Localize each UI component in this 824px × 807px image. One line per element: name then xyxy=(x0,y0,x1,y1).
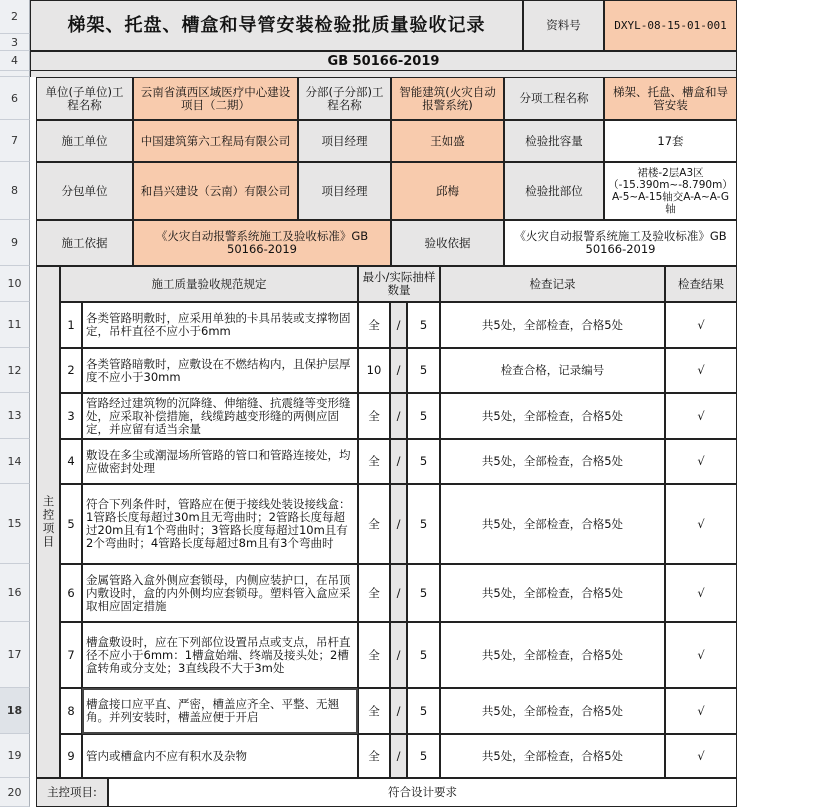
result-header[interactable]: 检查结果 xyxy=(665,266,737,302)
contractor-label[interactable]: 施工单位 xyxy=(36,120,133,162)
basis-label[interactable]: 施工依据 xyxy=(36,220,133,266)
item-actual-sample[interactable]: 5 xyxy=(407,564,440,622)
item-number[interactable]: 5 xyxy=(60,484,82,564)
item-actual-sample[interactable]: 5 xyxy=(407,484,440,564)
item-text[interactable]: 符合下列条件时，管路应在便于接线处装设接线盒：1管路长度每超过30m且无弯曲时；2管路长度每超过20m且有1个弯曲时；3管路长度每超过10m且有2个弯曲时；4管路长度每超过8m且有3个弯曲时 xyxy=(82,484,358,564)
item-record[interactable]: 共5处，全部检查，合格5处 xyxy=(440,688,665,734)
row-header-8[interactable]: 8 xyxy=(0,162,30,220)
row-header-9[interactable]: 9 xyxy=(0,220,30,266)
item-result[interactable]: √ xyxy=(665,622,737,688)
item-actual-sample[interactable]: 5 xyxy=(407,734,440,778)
item-min-sample[interactable]: 全 xyxy=(358,688,390,734)
location-label[interactable]: 检验批部位 xyxy=(504,162,604,220)
footer-value[interactable]: 符合设计要求 xyxy=(108,778,737,807)
item-result[interactable]: √ xyxy=(665,439,737,484)
item-text[interactable]: 各类管路明敷时，应采用单独的卡具吊装或支撑物固定，吊杆直径不应小于6mm xyxy=(82,302,358,348)
row-header-20[interactable]: 20 xyxy=(0,778,30,807)
item-record[interactable]: 共5处，全部检查，合格5处 xyxy=(440,439,665,484)
row-header-6[interactable]: 6 xyxy=(0,77,30,120)
item-record[interactable]: 共5处，全部检查，合格5处 xyxy=(440,734,665,778)
item-number[interactable]: 4 xyxy=(60,439,82,484)
doc-number-label[interactable]: 资料号 xyxy=(523,0,604,51)
item-slash[interactable]: / xyxy=(390,302,407,348)
division-label[interactable]: 分部(子分部)工程名称 xyxy=(298,77,391,120)
pm-value[interactable]: 王如盛 xyxy=(391,120,504,162)
item-min-sample[interactable]: 全 xyxy=(358,622,390,688)
item-actual-sample[interactable]: 5 xyxy=(407,302,440,348)
item-slash[interactable]: / xyxy=(390,622,407,688)
row-header-2[interactable]: 2 xyxy=(0,0,30,34)
item-actual-sample[interactable]: 5 xyxy=(407,622,440,688)
basis-value[interactable]: 《火灾自动报警系统施工及验收标准》GB 50166-2019 xyxy=(133,220,391,266)
item-text[interactable]: 管内或槽盒内不应有积水及杂物 xyxy=(82,734,358,778)
item-slash[interactable]: / xyxy=(390,484,407,564)
capacity-label[interactable]: 检验批容量 xyxy=(504,120,604,162)
item-min-sample[interactable]: 全 xyxy=(358,564,390,622)
location-value[interactable]: 裙楼-2层A3区（-15.390m~-8.790m）A-5~A-15轴交A-A~A-G轴 xyxy=(604,162,737,220)
row-header-11[interactable]: 11 xyxy=(0,302,30,348)
doc-number-value[interactable]: DXYL-08-15-01-001 xyxy=(604,0,737,51)
subcontractor-label[interactable]: 分包单位 xyxy=(36,162,133,220)
item-record[interactable]: 共5处，全部检查，合格5处 xyxy=(440,302,665,348)
item-slash[interactable]: / xyxy=(390,439,407,484)
row-header-10[interactable]: 10 xyxy=(0,266,30,302)
item-number[interactable]: 3 xyxy=(60,393,82,439)
item-record[interactable]: 共5处，全部检查，合格5处 xyxy=(440,622,665,688)
item-text[interactable]: 管路经过建筑物的沉降缝、伸缩缝、抗震缝等变形缝处，应采取补偿措施，线缆跨越变形缝的两侧应固定，并应留有适当余量 xyxy=(82,393,358,439)
item-record[interactable]: 共5处，全部检查，合格5处 xyxy=(440,564,665,622)
item-min-sample[interactable]: 全 xyxy=(358,439,390,484)
item-result[interactable]: √ xyxy=(665,734,737,778)
item-min-sample[interactable]: 10 xyxy=(358,348,390,393)
item-record[interactable]: 共5处，全部检查，合格5处 xyxy=(440,484,665,564)
row-header-4[interactable]: 4 xyxy=(0,51,30,71)
footer-label[interactable]: 主控项目: xyxy=(36,778,108,807)
item-slash[interactable]: / xyxy=(390,734,407,778)
item-number[interactable]: 2 xyxy=(60,348,82,393)
accept-label[interactable]: 验收依据 xyxy=(391,220,504,266)
unit-value[interactable]: 云南省滇西区域医疗中心建设项目（二期） xyxy=(133,77,298,120)
item-result[interactable]: √ xyxy=(665,484,737,564)
row-header-17[interactable]: 17 xyxy=(0,622,30,688)
subitem-value[interactable]: 梯架、托盘、槽盒和导管安装 xyxy=(604,77,737,120)
item-actual-sample[interactable]: 5 xyxy=(407,439,440,484)
row-header-7[interactable]: 7 xyxy=(0,120,30,162)
subcontractor-value[interactable]: 和昌兴建设（云南）有限公司 xyxy=(133,162,298,220)
item-slash[interactable]: / xyxy=(390,348,407,393)
item-min-sample[interactable]: 全 xyxy=(358,484,390,564)
item-result[interactable]: √ xyxy=(665,302,737,348)
item-text[interactable]: 金属管路入盒外侧应套锁母，内侧应装护口，在吊顶内敷设时，盒的内外侧均应套锁母。塑料管入盒应采取相应固定措施 xyxy=(82,564,358,622)
item-number[interactable]: 8 xyxy=(60,688,82,734)
row-header-16[interactable]: 16 xyxy=(0,564,30,622)
row-header-13[interactable]: 13 xyxy=(0,393,30,439)
unit-label[interactable]: 单位(子单位)工程名称 xyxy=(36,77,133,120)
division-value[interactable]: 智能建筑(火灾自动报警系统) xyxy=(391,77,504,120)
item-record[interactable]: 检查合格，记录编号 xyxy=(440,348,665,393)
item-slash[interactable]: / xyxy=(390,688,407,734)
item-result[interactable]: √ xyxy=(665,393,737,439)
item-number[interactable]: 1 xyxy=(60,302,82,348)
sample-header[interactable]: 最小/实际抽样数量 xyxy=(358,266,440,302)
item-text[interactable]: 槽盒敷设时，应在下列部位设置吊点或支点，吊杆直径不应小于6mm：1槽盒始端、终端及接头处；2槽盒转角或分支处；3直线段不大于3m处 xyxy=(82,622,358,688)
group-label-main-control[interactable]: 主控项目 xyxy=(36,266,60,778)
sub-pm-value[interactable]: 邱梅 xyxy=(391,162,504,220)
spec-header[interactable]: 施工质量验收规范规定 xyxy=(60,266,358,302)
capacity-value[interactable]: 17套 xyxy=(604,120,737,162)
row-header-14[interactable]: 14 xyxy=(0,439,30,484)
item-result[interactable]: √ xyxy=(665,348,737,393)
item-number[interactable]: 6 xyxy=(60,564,82,622)
item-actual-sample[interactable]: 5 xyxy=(407,348,440,393)
row-header-12[interactable]: 12 xyxy=(0,348,30,393)
item-min-sample[interactable]: 全 xyxy=(358,734,390,778)
item-number[interactable]: 9 xyxy=(60,734,82,778)
item-slash[interactable]: / xyxy=(390,393,407,439)
row-header-3[interactable]: 3 xyxy=(0,34,30,51)
subitem-label[interactable]: 分项工程名称 xyxy=(504,77,604,120)
item-text[interactable]: 槽盒接口应平直、严密，槽盖应齐全、平整、无翘角。并列安装时，槽盖应便于开启 xyxy=(82,688,358,734)
item-result[interactable]: √ xyxy=(665,688,737,734)
item-record[interactable]: 共5处，全部检查，合格5处 xyxy=(440,393,665,439)
item-min-sample[interactable]: 全 xyxy=(358,302,390,348)
row-header-19[interactable]: 19 xyxy=(0,734,30,778)
standard-code[interactable]: GB 50166-2019 xyxy=(30,51,737,71)
item-result[interactable]: √ xyxy=(665,564,737,622)
accept-value[interactable]: 《火灾自动报警系统施工及验收标准》GB 50166-2019 xyxy=(504,220,737,266)
sub-pm-label[interactable]: 项目经理 xyxy=(298,162,391,220)
item-number[interactable]: 7 xyxy=(60,622,82,688)
item-actual-sample[interactable]: 5 xyxy=(407,393,440,439)
item-text[interactable]: 敷设在多尘或潮湿场所管路的管口和管路连接处，均应做密封处理 xyxy=(82,439,358,484)
form-title[interactable]: 梯架、托盘、槽盒和导管安装检验批质量验收记录 xyxy=(30,0,523,51)
item-actual-sample[interactable]: 5 xyxy=(407,688,440,734)
pm-label[interactable]: 项目经理 xyxy=(298,120,391,162)
item-slash[interactable]: / xyxy=(390,564,407,622)
record-header[interactable]: 检查记录 xyxy=(440,266,665,302)
row-header-15[interactable]: 15 xyxy=(0,484,30,564)
item-text[interactable]: 各类管路暗敷时，应敷设在不燃结构内，且保护层厚度不应小于30mm xyxy=(82,348,358,393)
item-min-sample[interactable]: 全 xyxy=(358,393,390,439)
row-header-18[interactable]: 18 xyxy=(0,688,30,734)
contractor-value[interactable]: 中国建筑第六工程局有限公司 xyxy=(133,120,298,162)
